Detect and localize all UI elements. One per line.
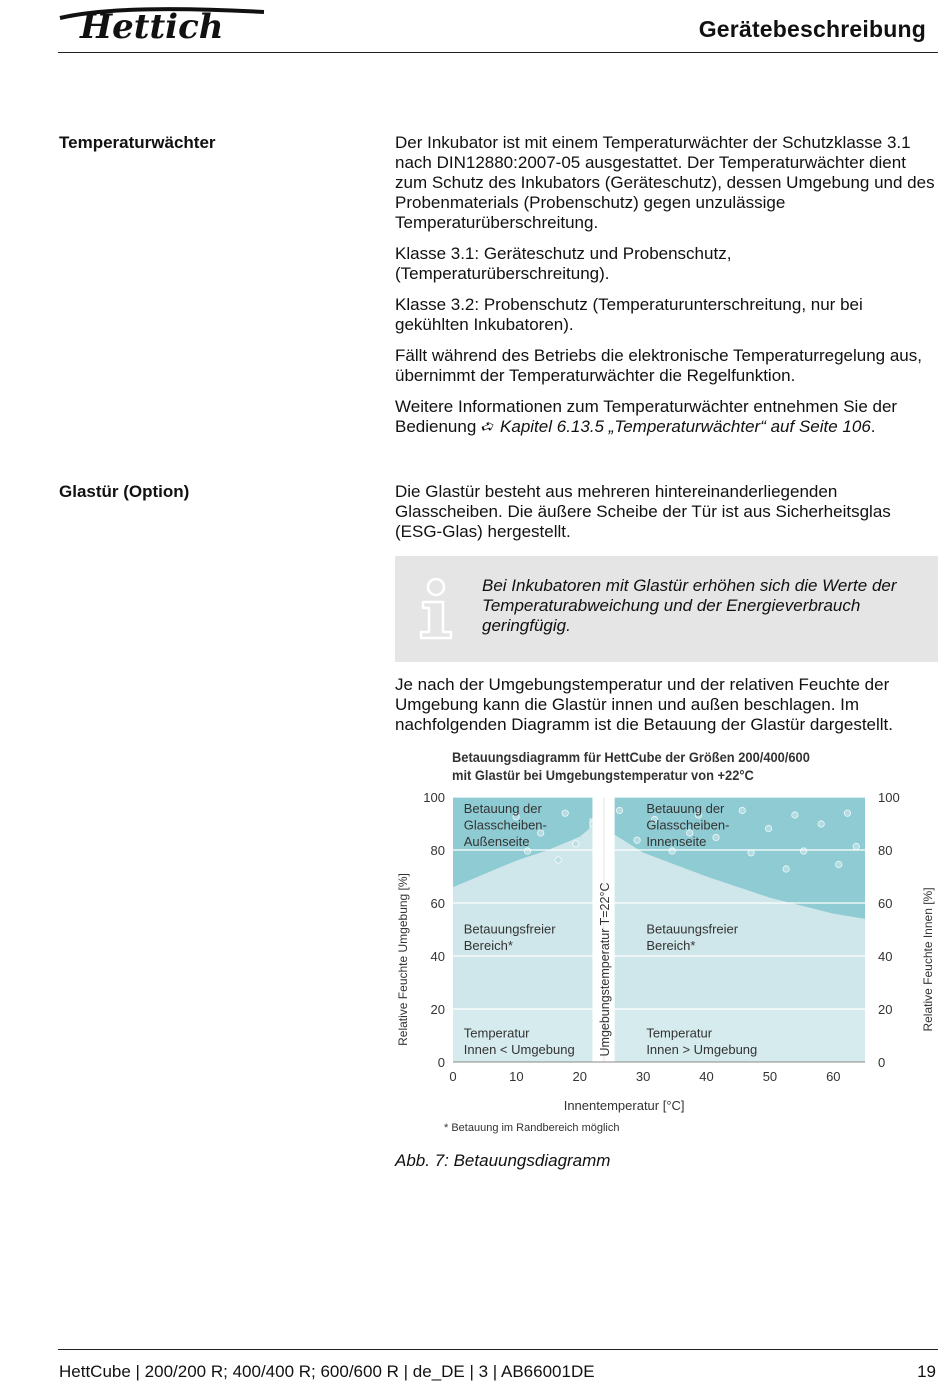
droplet-icon [800,848,806,854]
logo-wordmark: Hettich [80,7,224,44]
paragraph: Je nach der Umgebungstemperatur und der relativen Feuchte der Umgebung kann die Glastür innen und außen beschlagen. Im nachfolgenden Diagramm ist die Betauung der Glastür dargestellt. [395,675,894,734]
footer-document-info: HettCube | 200/200 R; 400/400 R; 600/600 R | de_DE | 3 | AB66001DE [59,1362,595,1381]
y-tick-label-right: 40 [878,949,893,964]
cross-reference-arrow-icon: ➪ [478,415,498,438]
y-tick-label-left: 80 [430,843,445,858]
droplet-icon [792,812,798,818]
droplet-icon [844,810,850,816]
y-axis-label-right: Relative Feuchte Innen [%] [921,887,935,1032]
label-free-left: Betauungsfreier Bereich* [463,921,556,953]
label-condensation-inner: Betauung der Glasscheiben-Innenseite [646,801,730,849]
droplet-icon [836,861,842,867]
y-tick-label-left: 20 [430,1002,445,1017]
reference-suffix: . [870,417,876,436]
paragraph: Klasse 3.1: Geräteschutz und Probenschutz, (Temperaturüberschreitung). [395,244,732,283]
paragraph: Klasse 3.2: Probenschutz (Temperaturunterschreitung, nur bei gekühlten Inkubatoren). [395,295,863,334]
page-number: 19 [917,1362,936,1381]
droplet-icon [739,807,745,813]
droplet-icon [634,837,640,843]
header-divider [58,52,938,53]
droplet-icon [713,834,719,840]
ambient-temperature-label: Umgebungstemperatur T=22°C [597,882,612,1057]
section-label-glastuer: Glastür (Option) [59,482,190,501]
x-tick-label: 50 [762,1069,778,1084]
chart-title-line-1: Betauungsdiagramm für HettCube der Größen 200/400/600 [452,749,810,765]
y-tick-label-right: 80 [878,843,893,858]
chart-title [452,748,838,784]
droplet-icon [573,841,579,847]
x-tick-label: 10 [509,1069,524,1084]
section-body-temperaturwaechter [395,133,935,448]
droplet-icon [783,866,789,872]
y-axis-label-left: Relative Feuchte Umgebung [%] [396,873,410,1046]
y-tick-label-right: 100 [878,790,900,805]
x-tick-label: 40 [699,1069,714,1084]
info-icon [417,578,455,640]
hettich-logo [58,4,268,44]
chart-title-line-2: mit Glastür bei Umgebungstemperatur von +22°C [452,767,754,783]
x-tick-label: 30 [635,1069,651,1084]
y-tick-label-left: 100 [423,790,445,805]
y-tick-label-left: 60 [430,896,445,911]
x-tick-label: 20 [572,1069,588,1084]
section-body-glastuer [395,482,935,553]
label-temp-left: Temperatur Innen < Umgebung [463,1025,575,1057]
cross-reference-link[interactable]: Kapitel 6.13.5 „Temperaturwächter“ auf Seite 106 [500,417,871,436]
paragraph: Fällt während des Betriebs die elektronische Temperaturregelung aus, übernimmt der Temperaturwächter die Regelfunktion. [395,346,922,385]
footer-divider [58,1349,938,1350]
page-title: Gerätebeschreibung [698,16,926,42]
label-temp-right: Temperatur Innen > Umgebung [646,1025,758,1057]
droplet-icon [555,857,561,863]
reference-paragraph [395,397,935,437]
droplet-icon [853,843,859,849]
info-note [395,556,938,662]
paragraph: Die Glastür besteht aus mehreren hintereinanderliegenden Glasscheiben. Die äußere Scheibe der Tür ist aus Sicherheitsglas (ESG-Glas) hergestellt. [395,482,891,541]
y-tick-label-left: 0 [437,1055,445,1070]
droplet-icon [616,807,622,813]
condensation-chart [390,785,940,1120]
section-body-after-note [395,675,935,746]
label-condensation-outer: Betauung der Glasscheiben-Außenseite [463,801,547,849]
figure-caption: Abb. 7: Betauungsdiagramm [395,1151,611,1170]
y-tick-label-left: 40 [430,949,445,964]
label-free-right: Betauungsfreier Bereich* [646,921,739,953]
section-label-temperaturwaechter: Temperaturwächter [59,133,216,152]
info-note-text: Bei Inkubatoren mit Glastür erhöhen sich die Werte der Temperaturabweichung und der Energieverbrauch geringfügig. [482,576,897,635]
paragraph: Der Inkubator ist mit einem Temperaturwächter der Schutzklasse 3.1 nach DIN12880:2007-05 ausgestattet. Der Temperaturwächter dient zum Schutz des Inkubators (Geräteschutz), dessen Umgebung und des Probenmaterials (Probenschutz) gegen unzulässige Temperaturüberschreitung. [395,133,935,232]
droplet-icon [765,825,771,831]
droplet-icon [562,810,568,816]
y-tick-label-right: 0 [878,1055,886,1070]
y-tick-label-right: 60 [878,896,893,911]
reference-prefix: Weitere Informationen zum Temperaturwächter entnehmen Sie der Bedienung [395,397,898,436]
y-tick-label-right: 20 [878,1002,893,1017]
chart-footnote: * Betauung im Randbereich möglich [444,1122,620,1134]
x-tick-label: 0 [449,1069,457,1084]
x-tick-label: 60 [826,1069,841,1084]
droplet-icon [818,821,824,827]
x-axis-label: Innentemperatur [°C] [563,1098,685,1113]
